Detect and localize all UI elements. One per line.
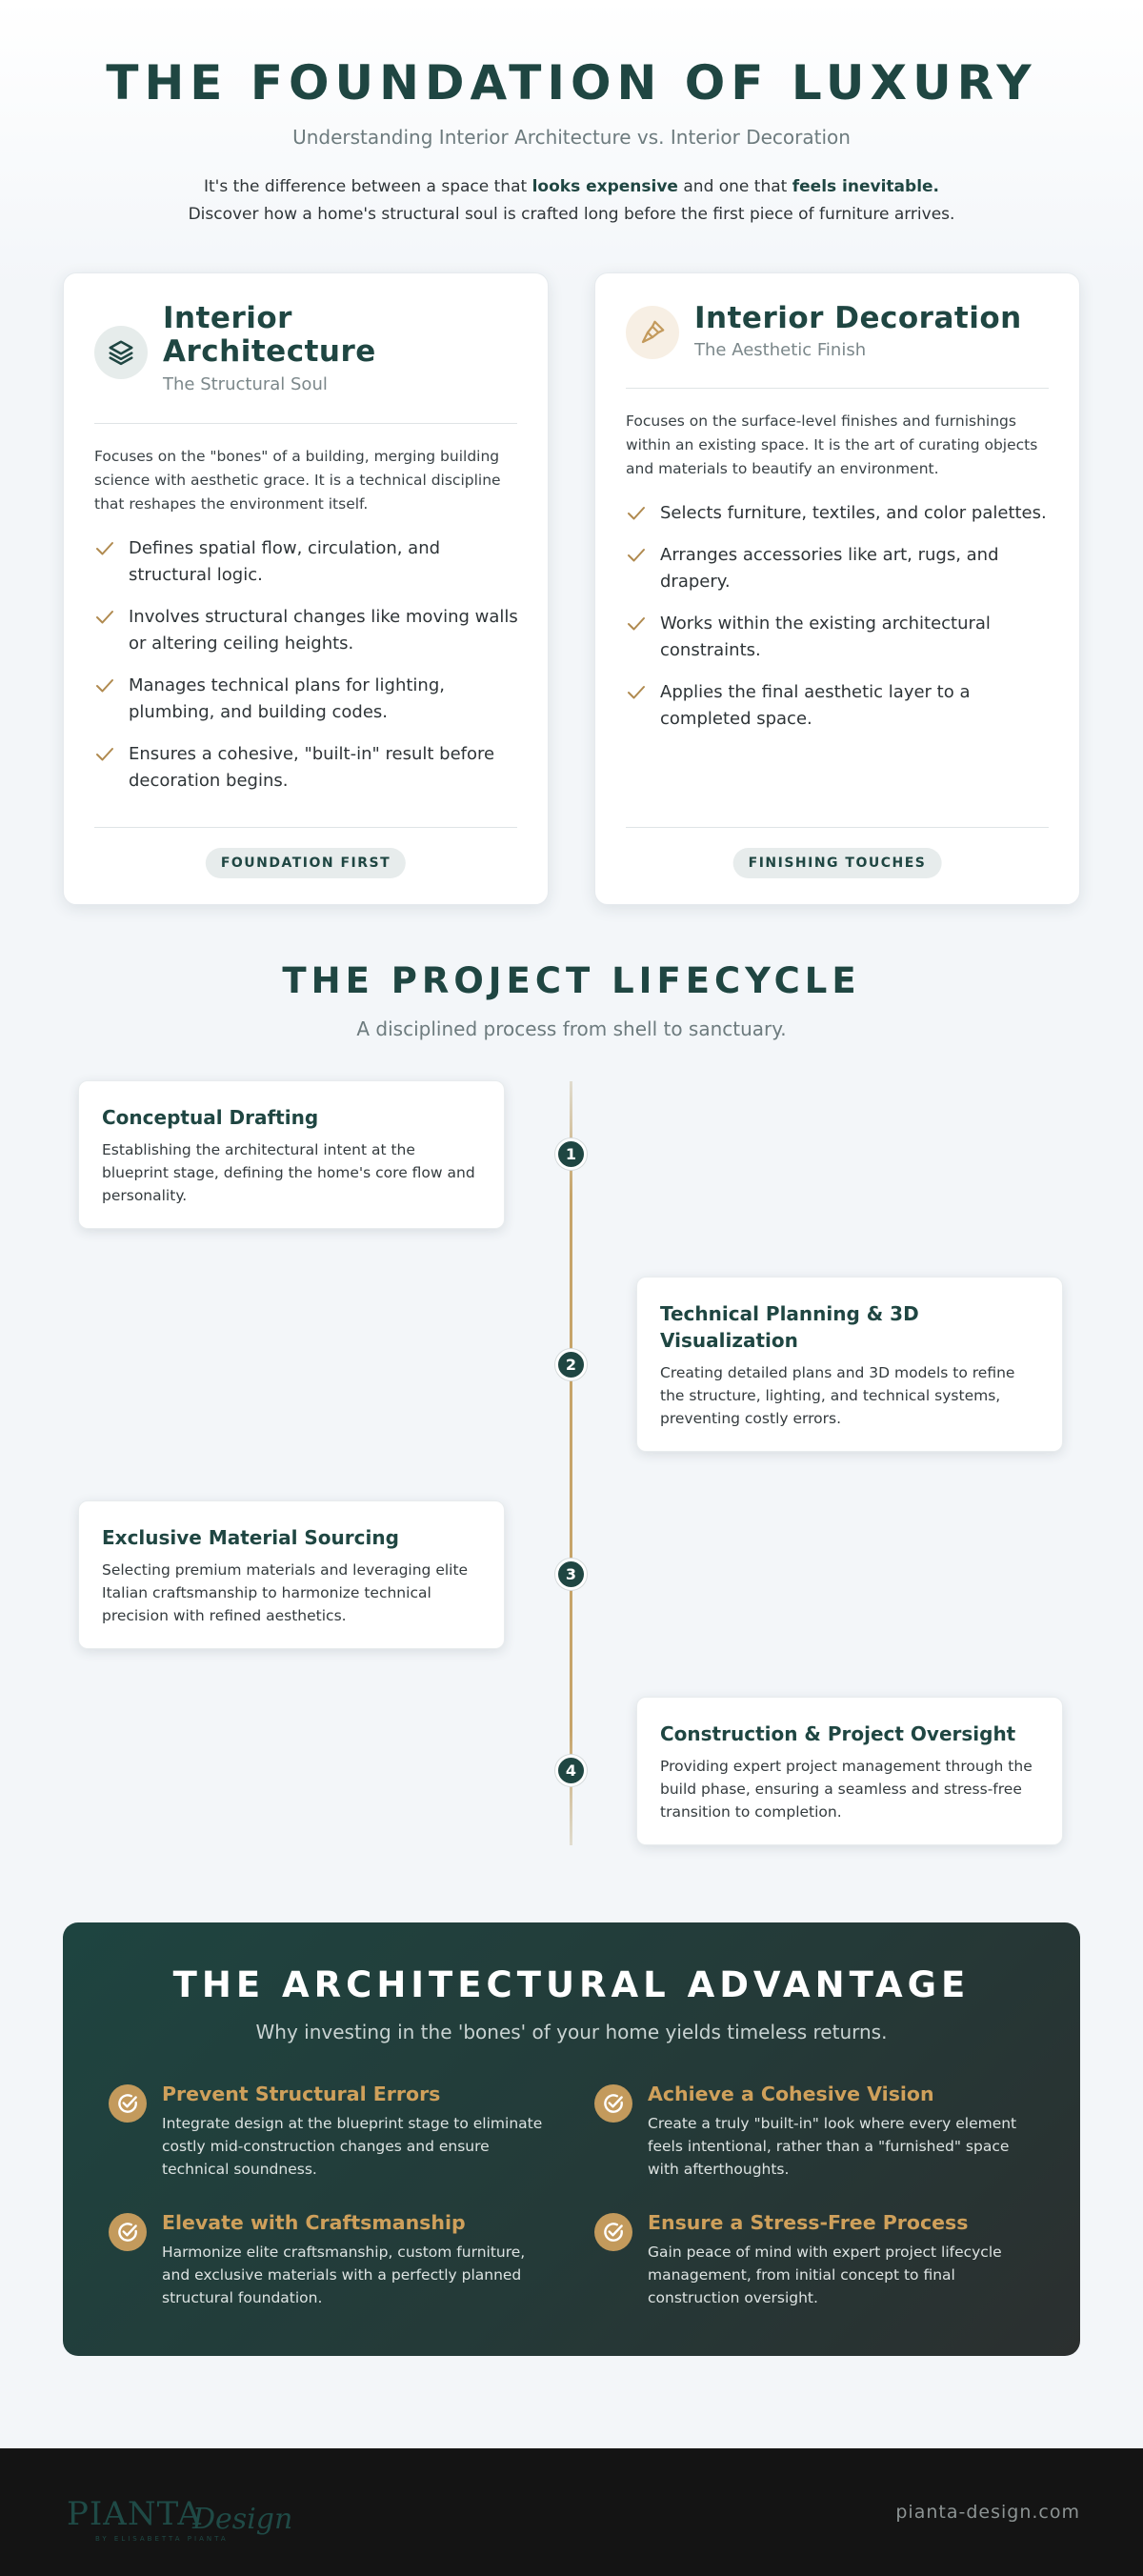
footer xyxy=(0,2448,1143,2576)
check-icon xyxy=(94,676,115,695)
check-circle-icon xyxy=(109,2084,147,2123)
advantage-item-text: Harmonize elite craftsmanship, custom furniture, and exclusive materials with a perfectly planned structural foundation. xyxy=(162,2244,526,2306)
timeline-line xyxy=(570,1081,572,1845)
logo-wordmark: PIANTA xyxy=(67,2495,202,2533)
advantage-item-text: Integrate design at the blueprint stage to eliminate costly mid-construction changes and ensure technical soundness. xyxy=(162,2115,543,2178)
website-link[interactable]: pianta-design.com xyxy=(895,2502,1080,2523)
step-number-badge: 4 xyxy=(555,1755,587,1786)
intro-emphasis-2: feels inevitable. xyxy=(792,177,940,196)
architecture-tag-badge: FOUNDATION FIRST xyxy=(206,848,406,878)
logo-tagline: BY ELISABETTA PIANTA xyxy=(95,2535,229,2543)
step-title: Technical Planning & 3D Visualization xyxy=(660,1302,919,1352)
step-description: Creating detailed plans and 3D models to refine the structure, lighting, and technical systems, preventing costly errors. xyxy=(660,1364,1015,1427)
advantage-item-title: Ensure a Stress-Free Process xyxy=(648,2211,969,2234)
decoration-tag-badge: FINISHING TOUCHES xyxy=(733,848,942,878)
architecture-title-line-2: Architecture xyxy=(163,334,376,369)
list-item xyxy=(94,673,525,726)
hero xyxy=(0,0,1143,248)
check-icon xyxy=(94,608,115,627)
advantage-item-title: Elevate with Craftsmanship xyxy=(162,2211,466,2234)
step-title: Exclusive Material Sourcing xyxy=(102,1526,399,1549)
step-title: Construction & Project Oversight xyxy=(660,1722,1016,1745)
company-logo[interactable] xyxy=(67,2486,305,2544)
list-item xyxy=(626,611,1056,664)
advantage-item-title: Achieve a Cohesive Vision xyxy=(648,2083,934,2105)
decoration-title: Interior Decoration xyxy=(694,301,1022,335)
list-item xyxy=(626,679,1056,733)
check-icon xyxy=(626,683,647,702)
list-item-text: Defines spatial flow, circulation, and structural logic. xyxy=(129,538,441,585)
check-icon xyxy=(626,546,647,565)
list-item-text: Manages technical plans for lighting, plumbing, and building codes. xyxy=(129,675,445,722)
step-description: Selecting premium materials and leveraging elite Italian craftsmanship to harmonize technical precision with refined aesthetics. xyxy=(102,1561,469,1624)
check-icon xyxy=(94,745,115,764)
layers-icon xyxy=(94,326,148,379)
step-number-badge: 3 xyxy=(555,1559,587,1590)
check-circle-icon xyxy=(109,2213,147,2251)
step-title: Conceptual Drafting xyxy=(102,1106,319,1129)
list-item xyxy=(94,741,525,795)
intro-text-1: It's the difference between a space that xyxy=(203,177,532,196)
decoration-points xyxy=(626,500,1056,733)
list-item-text: Works within the existing architectural constraints. xyxy=(660,614,991,660)
list-item-text: Ensures a cohesive, "built-in" result before decoration begins. xyxy=(129,744,495,791)
advantage-panel xyxy=(63,1922,1080,2356)
divider xyxy=(94,827,517,828)
logo-script: Design xyxy=(192,2503,293,2536)
advantage-subtitle: Why investing in the 'bones' of your home yields timeless returns. xyxy=(255,2021,888,2043)
architecture-card xyxy=(63,272,549,905)
advantage-item-text: Gain peace of mind with expert project lifecycle management, from initial concept to final construction oversight. xyxy=(648,2244,1002,2306)
lifecycle-step-card xyxy=(636,1697,1063,1845)
intro-emphasis-1: looks expensive xyxy=(531,177,678,196)
list-item xyxy=(94,535,525,589)
paint-brush-icon xyxy=(626,306,679,359)
divider xyxy=(94,423,517,424)
advantage-item-title: Prevent Structural Errors xyxy=(162,2083,441,2105)
page-subtitle: Understanding Interior Architecture vs. Interior Decoration xyxy=(292,126,851,149)
list-item xyxy=(626,500,1056,527)
architecture-title-line-1: Interior xyxy=(163,301,292,335)
lifecycle-title: THE PROJECT LIFECYCLE xyxy=(282,960,861,1001)
step-description: Establishing the architectural intent at the blueprint stage, defining the home's core flow and personality. xyxy=(102,1141,475,1204)
lifecycle-step-card xyxy=(78,1080,505,1229)
advantage-item-text: Create a truly "built-in" look where every element feels intentional, rather than a "furnished" space with afterthoughts. xyxy=(648,2115,1017,2178)
lifecycle-step-card xyxy=(636,1277,1063,1452)
list-item-text: Selects furniture, textiles, and color palettes. xyxy=(660,503,1047,523)
check-icon xyxy=(626,614,647,634)
architecture-points xyxy=(94,535,525,795)
divider xyxy=(626,388,1049,389)
step-number-badge: 2 xyxy=(555,1349,587,1380)
check-circle-icon xyxy=(594,2084,632,2123)
list-item xyxy=(626,542,1056,595)
architecture-subtitle: The Structural Soul xyxy=(163,374,328,394)
list-item-text: Involves structural changes like moving walls or altering ceiling heights. xyxy=(129,607,518,654)
intro-text-3: Discover how a home's structural soul is crafted long before the first piece of furniture arrives. xyxy=(188,205,955,224)
architecture-description: Focuses on the "bones" of a building, merging building science with aesthetic grace. It is a technical discipline that reshapes the environment itself. xyxy=(94,448,501,513)
hero-intro xyxy=(0,173,1143,229)
check-icon xyxy=(94,539,115,558)
decoration-subtitle: The Aesthetic Finish xyxy=(694,340,867,360)
divider xyxy=(626,827,1049,828)
page-title: THE FOUNDATION OF LUXURY xyxy=(106,55,1037,111)
lifecycle-subtitle: A disciplined process from shell to sanctuary. xyxy=(356,1017,787,1040)
list-item-text: Applies the final aesthetic layer to a completed space. xyxy=(660,682,971,729)
intro-text-2: and one that xyxy=(677,177,792,196)
lifecycle-step-card xyxy=(78,1500,505,1649)
advantage-title: THE ARCHITECTURAL ADVANTAGE xyxy=(172,1964,971,2005)
list-item-text: Arranges accessories like art, rugs, and drapery. xyxy=(660,545,999,592)
check-circle-icon xyxy=(594,2213,632,2251)
decoration-description: Focuses on the surface-level finishes and furnishings within an existing space. It is the art of curating objects and materials to beautify an environment. xyxy=(626,413,1038,477)
step-description: Providing expert project management through the build phase, ensuring a seamless and stress-free transition to completion. xyxy=(660,1758,1033,1821)
step-number-badge: 1 xyxy=(555,1138,587,1170)
check-icon xyxy=(626,504,647,523)
decoration-card xyxy=(594,272,1080,905)
list-item xyxy=(94,604,525,657)
architecture-title xyxy=(163,302,376,369)
